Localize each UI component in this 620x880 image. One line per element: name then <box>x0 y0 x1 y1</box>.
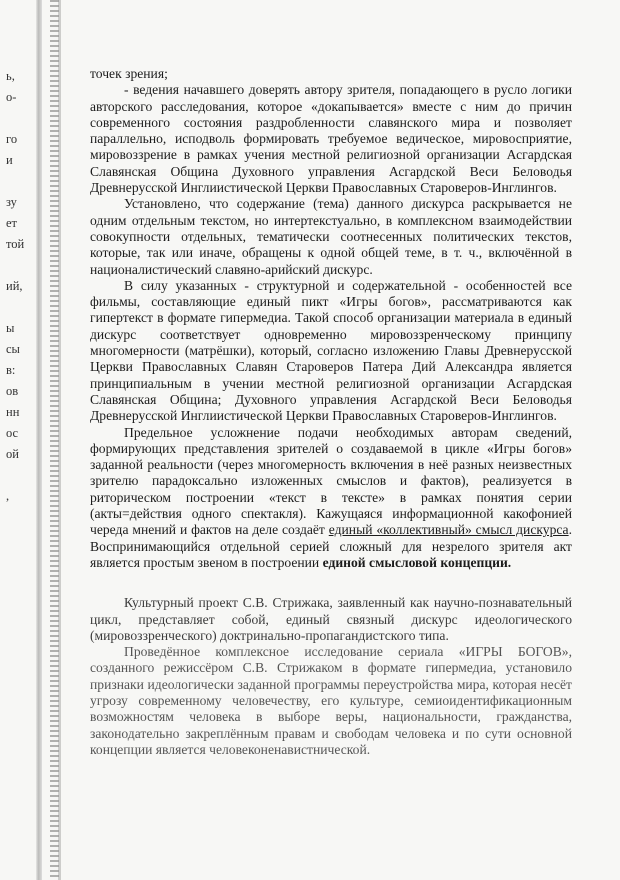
margin-fragment <box>6 175 28 196</box>
margin-fragment: о- <box>6 90 17 104</box>
paragraph-4-bold: единой смысловой концепции. <box>322 554 512 570</box>
margin-fragment: ой <box>6 447 19 461</box>
paragraph-4-text-a: Предельное усложнение подачи необходимых авторам сведений, формирующих представления зрителей о создаваемой в цикле «Игры богов» заданной реальности (через многомерность включения в неё разных неизвестных зрителю парадоксально изложенных смыслов и фактов), реализуется в риторическом построении «текст в тексте» в рамках понятия серии (акты=действия одного спектакля). Кажущаяся информационной какофонией череда мнений и фактов на деле создаёт <box>90 424 572 538</box>
margin-fragment: ос <box>6 426 19 440</box>
margin-fragment <box>6 469 28 490</box>
margin-fragment: го <box>6 132 18 146</box>
margin-fragment: той <box>6 237 25 251</box>
margin-fragment: сы <box>6 342 20 356</box>
paragraph-6: Проведённое комплексное исследование сериала «ИГРЫ БОГОВ», созданного режиссёром С.В. Стрижаком в формате гипермедиа, установило признаки идеологически заданной программы переустройства мира, которая несёт угрозу современному человечеству, его культуре, семиоидентификационным возможностям человека в выборе веры, национальности, гражданства, законодательно закреплённым правам и свободам человека и по сути основной концепции является человеконенавистнической. <box>90 644 572 757</box>
margin-fragment: и <box>6 153 13 167</box>
margin-fragment: ь, <box>6 69 15 83</box>
scan-edge-shadow <box>36 0 42 880</box>
paragraph-4-text-b: . Воспринимающийся отдельной серией сложный для незрелого зрителя акт является простым звеном в построении <box>90 522 572 570</box>
cut-margin-text <box>6 70 28 511</box>
section-gap <box>90 571 572 595</box>
paragraph-2: Установлено, что содержание (тема) данного дискурса раскрывается не одним отдельным текстом, но интертекстуально, в комплексном взаимодействии совокупности отдельных, тематически соотнесенных политических текстов, которые, так или иначе, обращены к одной общей теме, в т. ч., включённой в националистический славяно-арийский дискурс. <box>90 196 572 277</box>
margin-fragment: ы <box>6 321 15 335</box>
margin-fragment: в: <box>6 363 16 377</box>
paragraph-1: - ведения начавшего доверять автору зрителя, попадающего в русло логики авторского расследования, которое «докапывается» вместе с ним до причин современного состояния раздробленности славянского мира и позволяет параллельно, исподволь формировать требуемое ведическое, мировосприятие, мировоззрение в рамках учения местной религиозной организации Асгардская Славянская Община Духовного управления Асгардской Веси Беловодья Древнерусской Инглиистической Церкви Православных Староверов-Инглингов. <box>90 82 572 196</box>
margin-fragment: нн <box>6 405 20 419</box>
margin-fragment <box>6 301 28 322</box>
margin-fragment: ет <box>6 216 18 230</box>
margin-fragment <box>6 259 28 280</box>
margin-fragment: , <box>6 489 10 503</box>
margin-fragment: зу <box>6 195 17 209</box>
paragraph-4-underlined: единый «коллективный» смысл дискурса <box>328 522 569 538</box>
margin-fragment <box>6 112 28 133</box>
paragraph-4 <box>90 425 572 572</box>
paragraph-3: В силу указанных - структурной и содержательной - особенностей все фильмы, составляющие единый пикт «Игры богов», рассматриваются как гипертекст в формате гипермедиа. Такой способ организации материала в единый дискурс соответствует одновременно мировоззренческому принципу многомерности (матрёшки), который, согласно изложению Главы Древнерусской Церкви Православных Славян Староверов Патера Дий Александра является принципиальным в учении местной религиозной организации Асгардская Славянская Община; Духовного управления Асгардской Веси Беловодья Древнерусской Инглиистической Церкви Православных Староверов-Инглингов. <box>90 277 572 424</box>
margin-fragment: ов <box>6 384 19 398</box>
scan-edge-line <box>58 0 61 880</box>
margin-fragment: ий, <box>6 279 23 293</box>
paragraph-0: точек зрения; <box>90 66 168 81</box>
paragraph-5: Культурный проект С.В. Стрижака, заявленный как научно-познавательный цикл, представляет собой, единый связный дискурс идеологического (мировоззренческого) доктринально-пропагандистского типа. <box>90 595 572 643</box>
document-body <box>90 66 572 758</box>
